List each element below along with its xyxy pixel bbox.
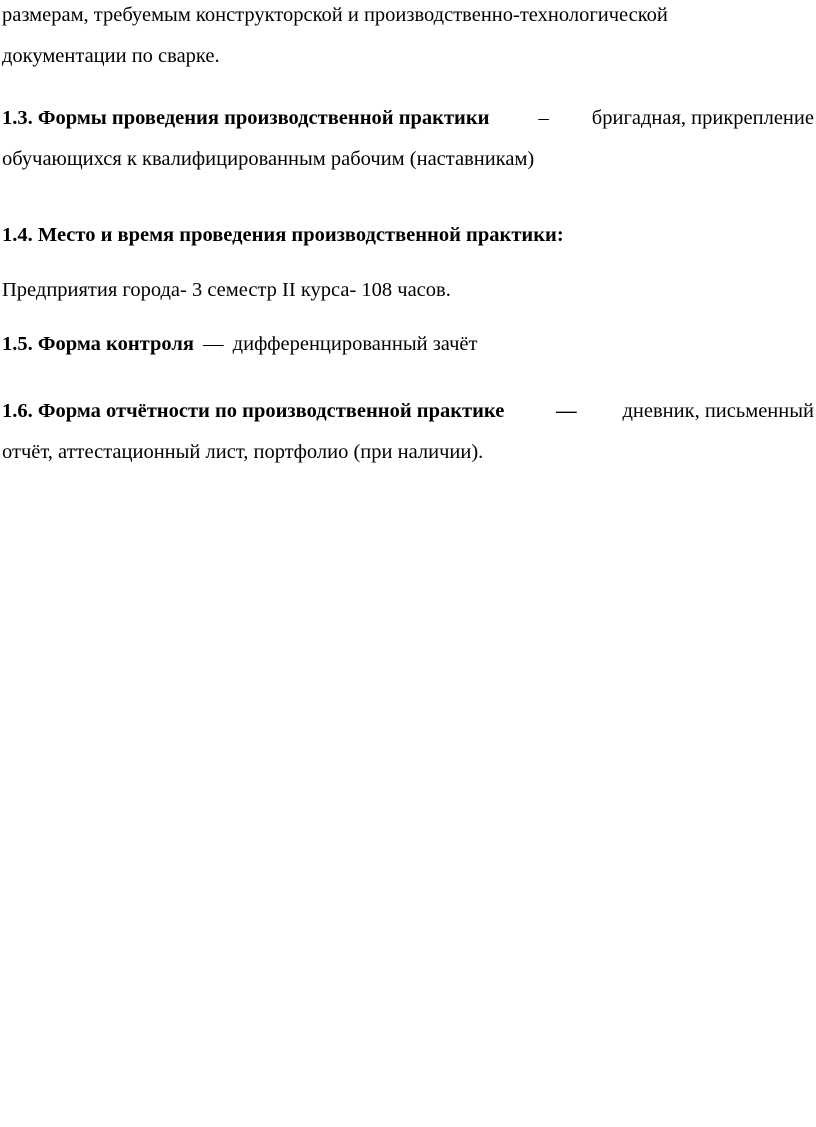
intro-line-1 [2, 5, 668, 26]
section-1-4-heading: 1.4. Место и время проведения производственной практики: [2, 224, 564, 246]
section-1-4-line-1 [2, 225, 564, 246]
section-1-6-line-1 [2, 401, 814, 422]
section-1-5-heading: 1.5. Форма контроля [2, 333, 194, 355]
section-1-5-dash: — [203, 333, 224, 355]
intro-line-2 [2, 46, 220, 67]
section-1-6-text-2: отчёт, аттестационный лист, портфолио (при наличии). [2, 441, 484, 463]
section-1-6-line-2 [2, 442, 483, 463]
section-1-3-heading: 1.3. Формы проведения производственной практики [2, 107, 490, 129]
section-1-6-text-1: дневник, письменный [622, 400, 814, 422]
section-1-3-line-1 [2, 108, 814, 129]
section-1-3-text-1: бригадная, прикрепление [591, 107, 814, 129]
intro-text-2: документации по сварке. [2, 45, 220, 67]
section-1-5-line [2, 334, 477, 355]
section-1-6-dash: — [556, 400, 577, 422]
section-1-4-text: Предприятия города- 3 семестр II курса- 108 часов. [2, 279, 451, 301]
intro-text-1: размерам, требуемым конструкторской и производственно-технологической [2, 4, 668, 26]
section-1-3-text-2: обучающихся к квалифицированным рабочим (наставникам) [2, 148, 535, 170]
section-1-5-text: дифференцированный зачёт [232, 333, 478, 355]
section-1-3-line-2 [2, 149, 534, 170]
section-1-4-line-2 [2, 280, 451, 301]
section-1-6-heading: 1.6. Форма отчётности по производственной практике [2, 400, 505, 422]
section-1-3-dash: – [538, 107, 549, 129]
